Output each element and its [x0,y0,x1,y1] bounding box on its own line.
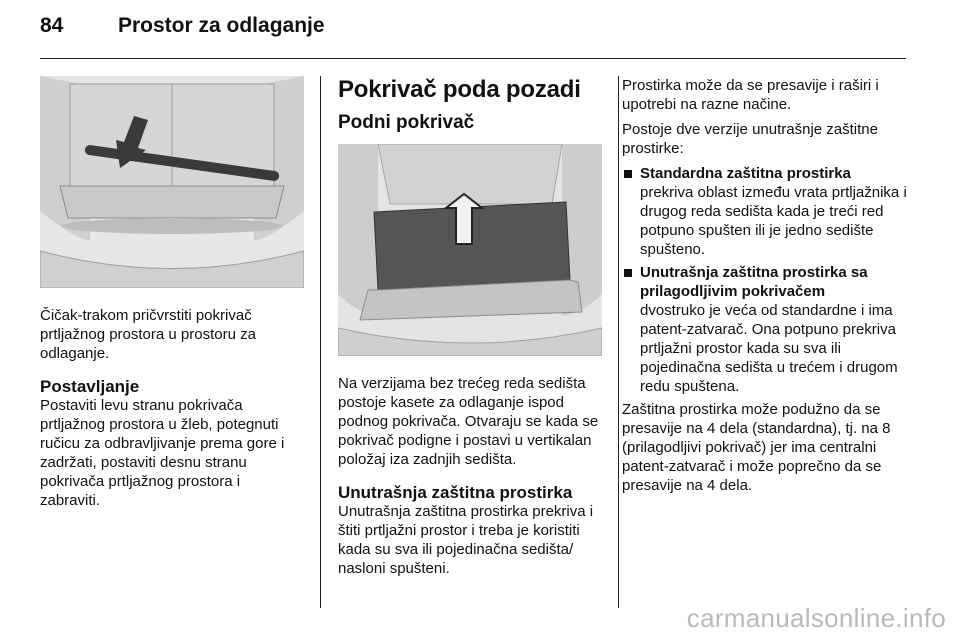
bullet-title: Standardna zaštitna prostirka [640,165,851,182]
bullet-adaptive-mat [622,263,912,396]
photo-caption: Čičak-trakom pričvrstiti pokrivač prtljažnog prostora u prostoru za odlaganje. [40,307,256,362]
left-column [40,76,304,516]
subsection-title: Podni pokrivač [338,112,475,133]
protective-mat-text: Unutrašnja zaštitna prostirka prekriva i štiti prtljažni prostor i treba je koristiti kada su sva ili pojedinačna sedišta/ nasloni spušteni. [338,503,594,577]
heading-postavljanje: Postavljanje [40,377,140,396]
section-title: Pokrivač poda pozadi [338,76,581,103]
instruction-text: Postaviti levu stranu pokrivača prtljažnog prostora u žleb, potegnuti ručicu za odbravljivanje prema gore i zadržati, postaviti desnu stranu pokrivača prtljažnog prostora i zabraviti. [40,397,285,509]
mat-versions-intro: Postoje dve verzije unutrašnje zaštitne prostirke: [622,121,878,157]
mat-intro-text: Prostirka može da se presavije i raširi i upotrebi na razne načine. [622,77,879,113]
header-rule [40,58,906,59]
heading-protective-mat: Unutrašnja zaštitna prostirka [338,483,573,502]
right-column [622,76,912,501]
page-header-title: Prostor za odlaganje [118,14,325,37]
storage-info-text: Na verzijama bez trećeg reda sedišta postoje kasete za odlaganje ispod podnog pokrivača. Otvaraju se kada se pokrivač podigne i postavi u vertikalan položaj iza zadnjih sedišta. [338,375,599,468]
bullet-square-icon [624,269,632,277]
floor-cover-lift-photo [338,144,602,356]
bullet-title: Unutrašnja zaštitna prostirka sa prilagodljivim pokrivačem [640,264,868,300]
bullet-square-icon [624,170,632,178]
page-number: 84 [40,14,64,37]
car-trunk-cover-rolled-photo [40,76,304,288]
bullet-text: dvostruko je veća od standardne i ima patent-zatvarač. Ona potpuno prekriva prtljažni prostor kada su sva ili pojedinačna sedišta u trećem i drugom redu spuštena. [640,302,898,395]
column-divider-left [320,76,321,608]
middle-column [338,76,604,584]
bullet-text: prekriva oblast između vrata prtljažnika i drugog reda sedišta kada je treći red potpuno spušten ili je jedno sedište spušteno. [640,184,907,258]
watermark: carmanualsonline.info [686,603,946,633]
column-divider-right [618,76,619,608]
bullet-standard-mat [622,164,912,259]
mat-folding-text: Zaštitna prostirka može podužno da se presavije na 4 dela (standardna), tj. na 8 (prilagodljivi pokrivač) jer ima centralni patent-zatvarač i može poprečno da se presavije na 4 dela. [622,401,891,494]
